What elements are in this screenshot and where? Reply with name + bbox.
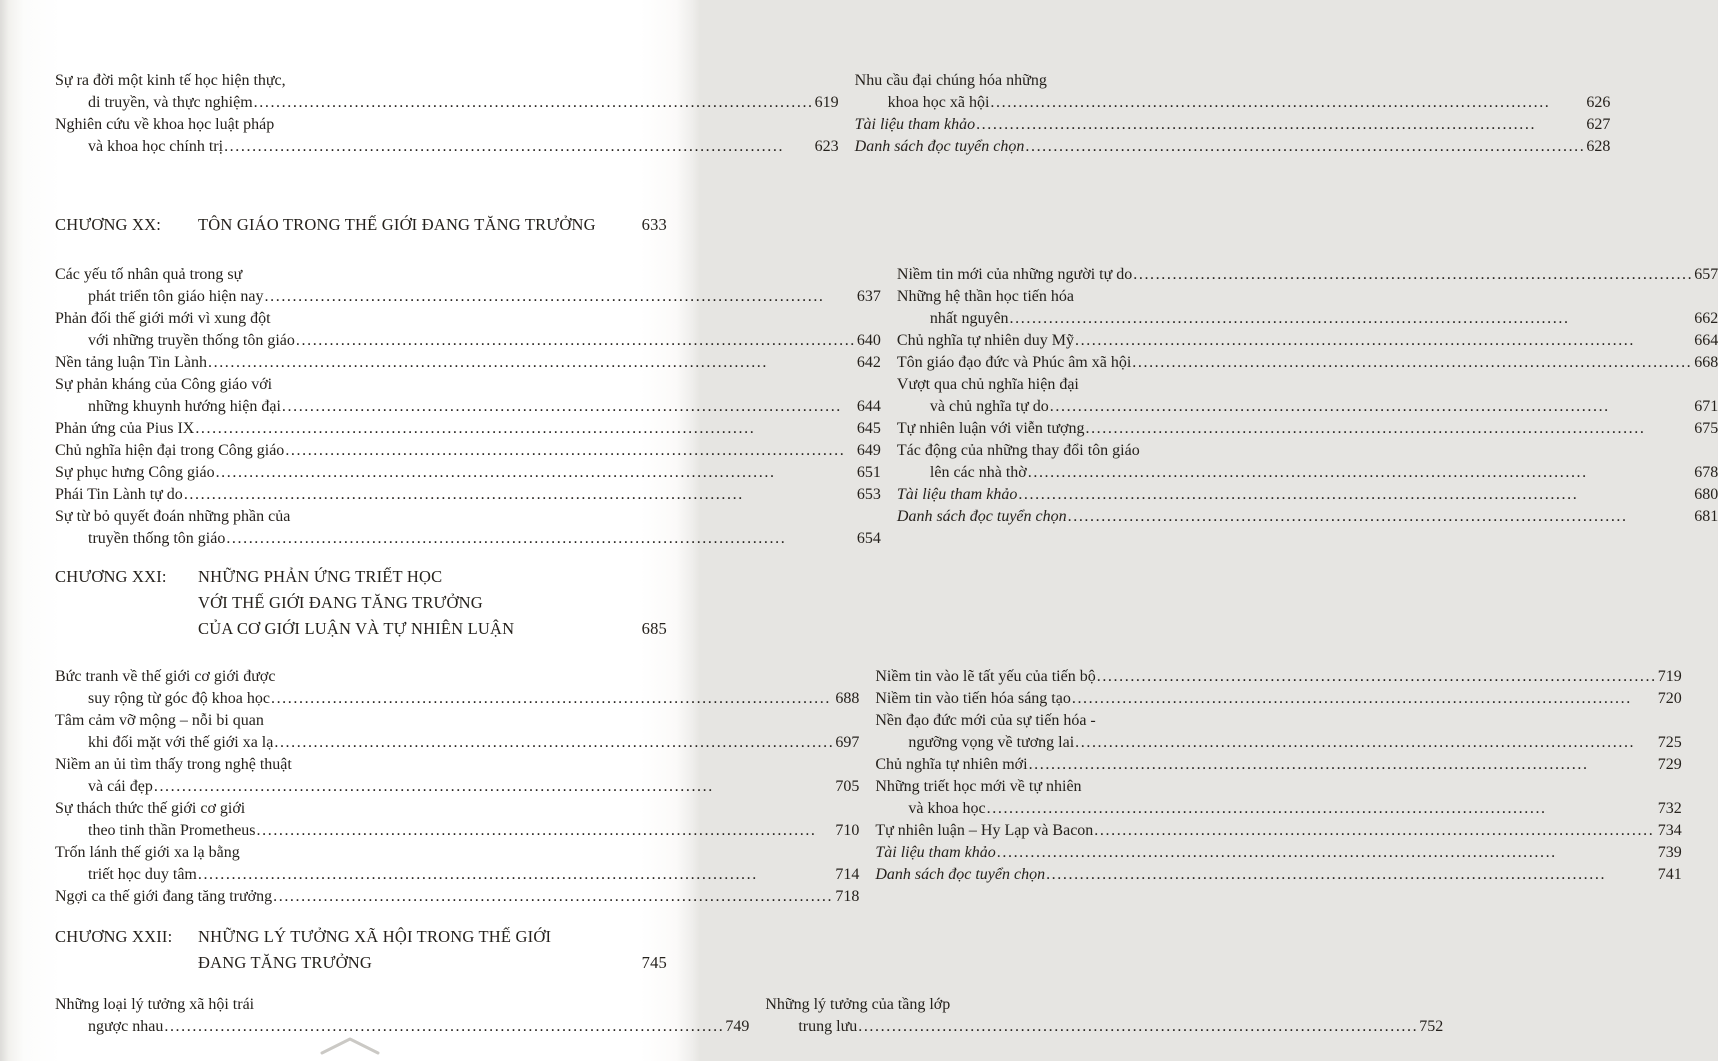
entry-title-text: trung lưu bbox=[798, 1018, 858, 1035]
entry-page-number: 642 bbox=[856, 354, 881, 371]
toc-entry bbox=[55, 754, 859, 798]
toc-entry bbox=[55, 994, 749, 1038]
entry-title-text: Tự nhiên luận với viễn tượng bbox=[896, 420, 1085, 437]
dot-leader bbox=[1085, 418, 1693, 440]
toc-entry-line bbox=[875, 688, 1681, 710]
dot-leader bbox=[285, 440, 856, 462]
dot-leader bbox=[154, 776, 834, 798]
dot-leader bbox=[184, 484, 856, 506]
dot-leader bbox=[274, 732, 834, 754]
entry-title-text: Phái Tin Lành tự do bbox=[55, 486, 183, 503]
entry-title-text: Ngợi ca thế giới đang tăng trưởng bbox=[55, 888, 273, 905]
toc-entry bbox=[875, 776, 1681, 820]
toc-entry-line bbox=[55, 352, 881, 374]
toc-entry bbox=[897, 352, 1718, 374]
entry-page-number: 681 bbox=[1694, 508, 1718, 525]
toc-entry bbox=[55, 114, 839, 158]
entry-page-number: 680 bbox=[1694, 486, 1718, 503]
dot-leader bbox=[1075, 732, 1657, 754]
entry-page-number: 671 bbox=[1694, 398, 1718, 415]
entry-page-number: 651 bbox=[856, 464, 881, 481]
section-pre-chapter bbox=[55, 70, 1611, 158]
toc-column-right bbox=[897, 264, 1718, 550]
entry-title-text: Nhu cầu đại chúng hóa những bbox=[854, 72, 1047, 89]
entry-title-text: Sự phản kháng của Công giáo với bbox=[55, 376, 273, 393]
entry-page-number: 741 bbox=[1657, 866, 1682, 883]
toc-entry-line bbox=[765, 1016, 1443, 1038]
toc-entry bbox=[875, 710, 1681, 754]
toc-entry-line bbox=[55, 666, 859, 688]
entry-page-number: 662 bbox=[1694, 310, 1718, 327]
toc-entry-line bbox=[55, 286, 881, 308]
entry-title-text: Sự ra đời một kinh tế học hiện thực, bbox=[55, 72, 286, 89]
toc-entry bbox=[875, 842, 1681, 864]
dot-leader bbox=[1075, 330, 1693, 352]
toc-entry-line bbox=[897, 352, 1718, 374]
entry-page-number: 718 bbox=[835, 888, 860, 905]
toc-entry bbox=[55, 798, 859, 842]
chapter-title-line: TÔN GIÁO TRONG THẾ GIỚI ĐANG TĂNG TRƯỞNG bbox=[198, 215, 596, 234]
toc-entry-line bbox=[55, 308, 881, 330]
toc-entry-line bbox=[875, 732, 1681, 754]
entry-title-text: và khoa học chính trị bbox=[88, 138, 224, 155]
toc-entry-line bbox=[855, 92, 1611, 114]
section-chapter-xxii bbox=[55, 994, 1444, 1038]
dot-leader bbox=[257, 820, 835, 842]
section-chapter-xxi bbox=[55, 666, 1682, 908]
entry-page-number: 649 bbox=[856, 442, 881, 459]
toc-entry-line bbox=[897, 374, 1718, 396]
entry-page-number: 720 bbox=[1657, 690, 1682, 707]
entry-page-number: 657 bbox=[1694, 266, 1718, 283]
toc-entry-line bbox=[897, 418, 1718, 440]
entry-title-text: Những hệ thần học tiến hóa bbox=[896, 288, 1074, 305]
chapter-title bbox=[198, 564, 632, 642]
chapter-label: CHƯƠNG XXI: bbox=[55, 567, 167, 586]
entry-title-text: Niềm tin vào tiến hóa sáng tạo bbox=[875, 690, 1071, 707]
toc-entry-line bbox=[55, 820, 859, 842]
toc-entry-line bbox=[897, 308, 1718, 330]
toc-entry-line bbox=[55, 396, 881, 418]
toc-entry-line bbox=[897, 462, 1718, 484]
dot-leader bbox=[1132, 352, 1693, 374]
entry-title-text: khi đối mặt với thế giới xa lạ bbox=[88, 734, 274, 751]
chapter-title-line: ĐANG TĂNG TRƯỞNG bbox=[198, 953, 372, 972]
toc-entry-line bbox=[875, 776, 1681, 798]
entry-page-number: 734 bbox=[1657, 822, 1682, 839]
entry-title-text: Bức tranh về thế giới cơ giới được bbox=[55, 668, 276, 685]
entry-title-text: Phản ứng của Pius IX bbox=[55, 420, 195, 437]
entry-title-text: Nền đạo đức mới của sự tiến hóa - bbox=[875, 712, 1096, 729]
toc-column-right bbox=[875, 666, 1681, 908]
dot-leader bbox=[208, 352, 856, 374]
toc-entry bbox=[55, 418, 881, 440]
chapter-title-line: VỚI THẾ GIỚI ĐANG TĂNG TRƯỞNG bbox=[198, 593, 483, 612]
dot-leader bbox=[216, 462, 856, 484]
chapter-label: CHƯƠNG XXII: bbox=[55, 927, 173, 946]
entry-title-text: Những lý tưởng của tầng lớp bbox=[765, 996, 951, 1013]
toc-entry bbox=[55, 484, 881, 506]
entry-page-number: 710 bbox=[835, 822, 860, 839]
entry-title-text: khoa học xã hội bbox=[887, 94, 990, 111]
toc-entry bbox=[897, 286, 1718, 330]
toc-entry-line bbox=[55, 842, 859, 864]
dot-leader bbox=[271, 688, 834, 710]
toc-entry bbox=[897, 330, 1718, 352]
toc-entry-line bbox=[55, 330, 881, 352]
toc-column-left bbox=[55, 264, 881, 550]
toc-entry-line bbox=[55, 374, 881, 396]
dot-leader bbox=[1133, 264, 1693, 286]
entry-title-text: Niềm tin vào lẽ tất yếu của tiến bộ bbox=[875, 668, 1096, 685]
toc-entry bbox=[55, 710, 859, 754]
entry-title-text: và cái đẹp bbox=[88, 778, 153, 795]
dot-leader bbox=[224, 136, 814, 158]
entry-title-text: Các yếu tố nhân quả trong sự bbox=[55, 266, 243, 283]
entry-title-text: Nền tảng luận Tin Lành bbox=[55, 354, 207, 371]
toc-entry bbox=[55, 666, 859, 710]
entry-title-text: Phản đối thế giới mới vì xung đột bbox=[55, 310, 271, 327]
toc-entry bbox=[55, 886, 859, 908]
entry-title-text: Tôn giáo đạo đức và Phúc âm xã hội bbox=[896, 354, 1132, 371]
toc-entry-line bbox=[855, 70, 1611, 92]
entry-page-number: 697 bbox=[835, 734, 860, 751]
toc-entry-line bbox=[897, 506, 1718, 528]
toc-entry bbox=[855, 70, 1611, 114]
toc-entry bbox=[55, 264, 881, 308]
dot-leader bbox=[226, 528, 856, 550]
entry-page-number: 729 bbox=[1657, 756, 1682, 773]
dot-leader bbox=[195, 418, 856, 440]
toc-entry bbox=[897, 440, 1718, 484]
toc-entry-line bbox=[897, 396, 1718, 418]
toc-entry-line bbox=[897, 264, 1718, 286]
toc-entry-line bbox=[875, 864, 1681, 886]
entry-title-text: Những loại lý tưởng xã hội trái bbox=[55, 996, 255, 1013]
toc-entry-line bbox=[55, 462, 881, 484]
toc-column-right bbox=[855, 70, 1611, 158]
chapter-xxi-heading bbox=[55, 564, 667, 642]
toc-entry-line bbox=[55, 92, 839, 114]
toc-entry bbox=[55, 308, 881, 352]
entry-title-text: Nghiên cứu về khoa học luật pháp bbox=[55, 116, 275, 133]
entry-page-number: 678 bbox=[1694, 464, 1718, 481]
toc-entry bbox=[55, 70, 839, 114]
entry-title-text: di truyền, và thực nghiệm bbox=[88, 94, 253, 111]
entry-page-number: 627 bbox=[1586, 116, 1611, 133]
entry-title-text: Sự thách thức thế giới cơ giới bbox=[55, 800, 246, 817]
toc-entry-line bbox=[55, 688, 859, 710]
toc-entry bbox=[875, 754, 1681, 776]
toc-entry bbox=[897, 506, 1718, 528]
dot-leader bbox=[976, 114, 1585, 136]
entry-page-number: 752 bbox=[1419, 1018, 1444, 1035]
dot-leader bbox=[990, 92, 1585, 114]
dot-leader bbox=[858, 1016, 1418, 1038]
entry-title-text: lên các nhà thờ bbox=[929, 464, 1027, 481]
chapter-title-line: NHỮNG LÝ TƯỞNG XÃ HỘI TRONG THẾ GIỚI bbox=[198, 927, 552, 946]
entry-title-text: Chủ nghĩa hiện đại trong Công giáo bbox=[55, 442, 285, 459]
entry-page-number: 628 bbox=[1586, 138, 1611, 155]
entry-title-text: Danh sách đọc tuyển chọn bbox=[875, 866, 1046, 883]
toc-entry bbox=[55, 842, 859, 886]
entry-title-text: Sự từ bỏ quyết đoán những phần của bbox=[55, 508, 291, 525]
chapter-page-number: 745 bbox=[641, 953, 667, 972]
toc-entry-line bbox=[765, 994, 1443, 1016]
entry-page-number: 739 bbox=[1657, 844, 1682, 861]
entry-page-number: 725 bbox=[1657, 734, 1682, 751]
toc-entry bbox=[55, 352, 881, 374]
entry-page-number: 645 bbox=[856, 420, 881, 437]
toc-entry-line bbox=[55, 754, 859, 776]
toc-column-right bbox=[765, 994, 1443, 1038]
dot-leader bbox=[273, 886, 834, 908]
toc-entry-line bbox=[875, 754, 1681, 776]
toc-entry-line bbox=[55, 70, 839, 92]
entry-page-number: 675 bbox=[1694, 420, 1718, 437]
dot-leader bbox=[987, 798, 1657, 820]
toc-column-left bbox=[55, 994, 749, 1038]
entry-title-text: với những truyền thống tôn giáo bbox=[88, 332, 295, 349]
entry-page-number: 732 bbox=[1657, 800, 1682, 817]
dot-leader bbox=[1068, 506, 1694, 528]
toc-entry-line bbox=[55, 798, 859, 820]
dot-leader bbox=[997, 842, 1657, 864]
toc-entry-line bbox=[855, 136, 1611, 158]
toc-entry bbox=[875, 820, 1681, 842]
toc-entry-line bbox=[55, 710, 859, 732]
entry-page-number: 688 bbox=[835, 690, 860, 707]
chapter-xxii-heading bbox=[55, 924, 667, 976]
entry-page-number: 664 bbox=[1694, 332, 1718, 349]
toc-entry bbox=[875, 688, 1681, 710]
toc-entry bbox=[897, 418, 1718, 440]
entry-title-text: Niềm tin mới của những người tự do bbox=[896, 266, 1133, 283]
toc-entry-line bbox=[55, 484, 881, 506]
entry-title-text: Sự phục hưng Công giáo bbox=[55, 464, 215, 481]
entry-title-text: ngược nhau bbox=[88, 1018, 164, 1035]
entry-title-text: Tác động của những thay đổi tôn giáo bbox=[896, 442, 1140, 459]
toc-entry-line bbox=[875, 710, 1681, 732]
toc-entry bbox=[897, 374, 1718, 418]
entry-title-text: Những triết học mới về tự nhiên bbox=[875, 778, 1082, 795]
entry-page-number: 668 bbox=[1694, 354, 1718, 371]
entry-title-text: ngưỡng vọng về tương lai bbox=[908, 734, 1075, 751]
entry-title-text: Tài liệu tham khảo bbox=[875, 844, 996, 861]
entry-title-text: truyền thống tôn giáo bbox=[88, 530, 226, 547]
toc-entry bbox=[875, 864, 1681, 886]
toc-entry bbox=[855, 136, 1611, 158]
dot-leader bbox=[265, 286, 856, 308]
toc-entry-line bbox=[897, 440, 1718, 462]
toc-entry-line bbox=[55, 1016, 749, 1038]
toc-entry-line bbox=[55, 886, 859, 908]
entry-title-text: và chủ nghĩa tự do bbox=[929, 398, 1049, 415]
toc-entry-line bbox=[55, 528, 881, 550]
entry-page-number: 654 bbox=[856, 530, 881, 547]
dot-leader bbox=[1018, 484, 1693, 506]
toc-entry bbox=[55, 374, 881, 418]
entry-title-text: Tâm cảm vỡ mộng – nỗi bi quan bbox=[55, 712, 264, 729]
entry-title-text: Chủ nghĩa tự nhiên mới bbox=[875, 756, 1028, 773]
toc-entry-line bbox=[55, 776, 859, 798]
toc-column-left bbox=[55, 666, 859, 908]
toc-entry-line bbox=[875, 666, 1681, 688]
toc-entry-line bbox=[855, 114, 1611, 136]
toc-entry-line bbox=[55, 136, 839, 158]
toc-entry-line bbox=[897, 286, 1718, 308]
entry-title-text: theo tinh thần Prometheus bbox=[88, 822, 256, 839]
toc-entry-line bbox=[875, 798, 1681, 820]
toc-entry bbox=[55, 440, 881, 462]
entry-title-text: Trốn lánh thế giới xa lạ bằng bbox=[55, 844, 240, 861]
entry-page-number: 640 bbox=[856, 332, 881, 349]
entry-page-number: 637 bbox=[856, 288, 881, 305]
entry-page-number: 644 bbox=[856, 398, 881, 415]
dot-leader bbox=[1010, 308, 1694, 330]
toc-column-left bbox=[55, 70, 839, 158]
entry-title-text: suy rộng từ góc độ khoa học bbox=[88, 690, 270, 707]
dot-leader bbox=[254, 92, 814, 114]
dot-leader bbox=[164, 1016, 724, 1038]
dot-leader bbox=[1072, 688, 1657, 710]
toc-entry bbox=[765, 994, 1443, 1038]
toc-entry-line bbox=[875, 820, 1681, 842]
entry-title-text: những khuynh hướng hiện đại bbox=[88, 398, 281, 415]
toc-entry-line bbox=[897, 484, 1718, 506]
toc-entry bbox=[897, 484, 1718, 506]
entry-title-text: nhất nguyên bbox=[929, 310, 1009, 327]
toc-entry-line bbox=[55, 114, 839, 136]
dot-leader bbox=[1097, 666, 1657, 688]
toc-entry bbox=[875, 666, 1681, 688]
entry-page-number: 719 bbox=[1657, 668, 1682, 685]
entry-title-text: Tài liệu tham khảo bbox=[854, 116, 976, 133]
entry-page-number: 653 bbox=[856, 486, 881, 503]
entry-page-number: 705 bbox=[835, 778, 860, 795]
toc-entry bbox=[855, 114, 1611, 136]
dot-leader bbox=[198, 864, 834, 886]
chapter-title bbox=[198, 212, 632, 238]
toc-entry-line bbox=[55, 732, 859, 754]
entry-page-number: 749 bbox=[725, 1018, 750, 1035]
chapter-title bbox=[198, 924, 632, 976]
entry-page-number: 626 bbox=[1586, 94, 1611, 111]
dot-leader bbox=[1025, 136, 1585, 158]
chapter-label: CHƯƠNG XX: bbox=[55, 215, 162, 234]
entry-title-text: Vượt qua chủ nghĩa hiện đại bbox=[896, 376, 1079, 393]
entry-title-text: Chủ nghĩa tự nhiên duy Mỹ bbox=[896, 332, 1074, 349]
dot-leader bbox=[296, 330, 856, 352]
section-chapter-xx bbox=[55, 264, 1718, 550]
entry-page-number: 619 bbox=[814, 94, 839, 111]
toc-entry bbox=[55, 506, 881, 550]
page-curl-chevron-icon bbox=[319, 1036, 381, 1061]
entry-title-text: Niềm an ủi tìm thấy trong nghệ thuật bbox=[55, 756, 292, 773]
toc-entry-line bbox=[55, 994, 749, 1016]
entry-title-text: Danh sách đọc tuyển chọn bbox=[896, 508, 1067, 525]
entry-title-text: Tự nhiên luận – Hy Lạp và Bacon bbox=[875, 822, 1094, 839]
entry-title-text: và khoa học bbox=[908, 800, 986, 817]
entry-title-text: phát triển tôn giáo hiện nay bbox=[88, 288, 264, 305]
toc-entry-line bbox=[875, 842, 1681, 864]
toc-entry-line bbox=[55, 506, 881, 528]
toc-entry-line bbox=[55, 264, 881, 286]
chapter-title-line: CỦA CƠ GIỚI LUẬN VÀ TỰ NHIÊN LUẬN bbox=[198, 619, 515, 638]
toc-entry-line bbox=[55, 440, 881, 462]
dot-leader bbox=[1046, 864, 1657, 886]
dot-leader bbox=[1029, 754, 1657, 776]
dot-leader bbox=[1050, 396, 1693, 418]
entry-page-number: 623 bbox=[814, 138, 839, 155]
chapter-xx-heading bbox=[55, 212, 667, 238]
chapter-page-number: 685 bbox=[641, 619, 667, 638]
toc-entry bbox=[55, 462, 881, 484]
entry-title-text: Tài liệu tham khảo bbox=[896, 486, 1018, 503]
toc-entry-line bbox=[897, 330, 1718, 352]
entry-title-text: Danh sách đọc tuyển chọn bbox=[854, 138, 1025, 155]
toc-entry bbox=[897, 264, 1718, 286]
toc-entry-line bbox=[55, 418, 881, 440]
chapter-page-number: 633 bbox=[641, 215, 667, 234]
toc-entry-line bbox=[55, 864, 859, 886]
dot-leader bbox=[1094, 820, 1656, 842]
dot-leader bbox=[1028, 462, 1694, 484]
chapter-title-line: NHỮNG PHẢN ỨNG TRIẾT HỌC bbox=[198, 567, 443, 586]
entry-title-text: triết học duy tâm bbox=[88, 866, 197, 883]
entry-page-number: 714 bbox=[835, 866, 860, 883]
dot-leader bbox=[282, 396, 856, 418]
